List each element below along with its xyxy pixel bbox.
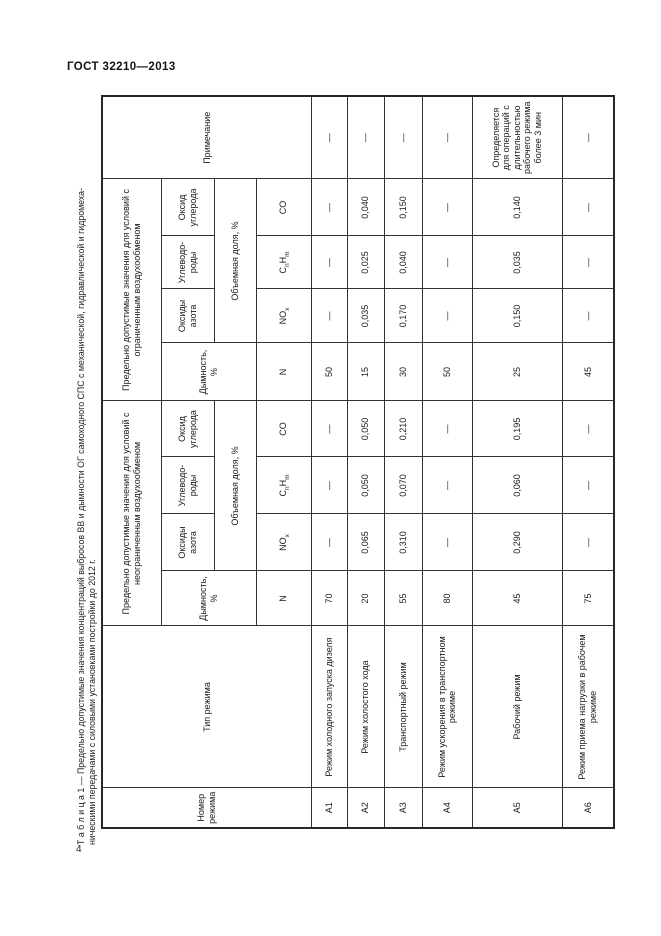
value-cell: —	[311, 289, 347, 343]
value-cell: —	[562, 289, 614, 343]
symbol-text: C	[278, 490, 289, 497]
value-cell: —	[562, 457, 614, 514]
header-volume-restricted: Объемная доля, %	[214, 179, 256, 343]
value-cell: —	[311, 236, 347, 289]
header-hc-unrestricted: Углеводо-роды	[161, 457, 214, 514]
header-co-restricted: Оксид углерода	[161, 179, 214, 236]
rotated-table-block	[76, 95, 616, 845]
value-cell: 0,065	[347, 514, 384, 571]
mode-number-cell: А3	[384, 788, 422, 828]
symbol-text: NO	[278, 310, 289, 325]
mode-type-cell: Режим приема нагрузки в рабочем режиме	[562, 626, 614, 788]
header-nox-unrestricted: Оксиды азота	[161, 514, 214, 571]
symbol-smoke-restricted	[256, 343, 311, 401]
symbol-subscript: m	[284, 251, 292, 257]
mode-type-cell: Режим холостого хода	[347, 626, 384, 788]
value-cell: —	[311, 179, 347, 236]
table-row	[472, 96, 562, 828]
value-cell: —	[562, 179, 614, 236]
table-row	[347, 96, 384, 828]
symbol-subscript: n	[284, 263, 292, 268]
value-cell: 15	[347, 343, 384, 401]
symbol-smoke-unrestricted	[256, 571, 311, 626]
value-cell: —	[562, 514, 614, 571]
value-cell: 0,050	[347, 457, 384, 514]
note-cell: —	[422, 96, 472, 179]
note-cell: Определяется для операций с длительностью рабочего режима более 3 мин	[472, 96, 562, 179]
symbol-subscript: x	[284, 307, 292, 311]
value-cell: 45	[472, 571, 562, 626]
value-cell: 0,060	[472, 457, 562, 514]
value-cell: 0,170	[384, 289, 422, 343]
value-cell: —	[562, 236, 614, 289]
mode-number-cell: А2	[347, 788, 384, 828]
symbol-text: H	[278, 256, 289, 264]
mode-type-cell: Транспортный режим	[384, 626, 422, 788]
value-cell: 75	[562, 571, 614, 626]
value-cell: —	[311, 514, 347, 571]
value-cell: —	[422, 289, 472, 343]
header-note: Примечание	[102, 96, 311, 179]
table-row	[384, 96, 422, 828]
value-cell: 0,025	[347, 236, 384, 289]
value-cell: 0,035	[472, 236, 562, 289]
document-number: ГОСТ 32210—2013	[67, 61, 176, 73]
table-title-line1: Т а б л и ц а 1 — Предельно допустимые значения концентраций выбросов ВВ и дымности ОГ самоходного СПС с механической, гидравлической и гидромеха-	[76, 188, 86, 845]
value-cell: 55	[384, 571, 422, 626]
value-cell: —	[422, 514, 472, 571]
value-cell: 0,210	[384, 401, 422, 457]
header-group-unrestricted: Предельно допустимые значения для условий с неограниченным воздухообменом	[102, 401, 161, 626]
table-row	[562, 96, 614, 828]
mode-number-cell: А1	[311, 788, 347, 828]
value-cell: 45	[562, 343, 614, 401]
value-cell: —	[311, 457, 347, 514]
value-cell: —	[311, 401, 347, 457]
symbol-co-restricted	[256, 179, 311, 236]
symbol-text: C	[278, 267, 289, 274]
value-cell: 20	[347, 571, 384, 626]
header-smoke-unrestricted: Дымность, %	[161, 571, 256, 626]
note-cell: —	[562, 96, 614, 179]
header-nox-restricted: Оксиды азота	[161, 289, 214, 343]
value-cell: —	[562, 401, 614, 457]
symbol-cnhm-restricted	[256, 236, 311, 289]
value-cell: 0,040	[384, 236, 422, 289]
symbol-co-unrestricted	[256, 401, 311, 457]
value-cell: 50	[311, 343, 347, 401]
value-cell: —	[422, 179, 472, 236]
symbol-subscript: m	[284, 474, 292, 480]
value-cell: 0,150	[472, 289, 562, 343]
page-number: 4	[76, 844, 82, 855]
emissions-table	[101, 95, 615, 829]
value-cell: —	[422, 401, 472, 457]
symbol-subscript: x	[284, 534, 292, 538]
symbol-text: CO	[278, 200, 289, 215]
symbol-text: CO	[278, 422, 289, 436]
value-cell: 25	[472, 343, 562, 401]
value-cell: —	[422, 457, 472, 514]
header-volume-unrestricted: Объемная доля, %	[214, 401, 256, 571]
symbol-nox-unrestricted	[256, 514, 311, 571]
value-cell: 0,070	[384, 457, 422, 514]
symbol-nox-restricted	[256, 289, 311, 343]
header-group-restricted: Предельно допустимые значения для условий с ограниченным воздухообменом	[102, 179, 161, 401]
value-cell: 0,140	[472, 179, 562, 236]
table-title	[76, 95, 98, 845]
note-cell: —	[311, 96, 347, 179]
mode-type-cell: Рабочий режим	[472, 626, 562, 788]
table-row	[311, 96, 347, 828]
symbol-text: N	[278, 368, 289, 376]
mode-type-cell: Режим холодного запуска дизеля	[311, 626, 347, 788]
value-cell: 0,040	[347, 179, 384, 236]
mode-number-cell: А5	[472, 788, 562, 828]
mode-number-cell: А6	[562, 788, 614, 828]
value-cell: 0,035	[347, 289, 384, 343]
symbol-text: NO	[278, 537, 289, 551]
table-title-line2: ническими передачами с силовыми установками постройки до 2012 г.	[87, 559, 97, 845]
header-hc-restricted: Углеводо-роды	[161, 236, 214, 289]
note-cell: —	[384, 96, 422, 179]
note-cell: —	[347, 96, 384, 179]
value-cell: 30	[384, 343, 422, 401]
header-mode-type: Тип режима	[102, 626, 311, 788]
value-cell: 0,310	[384, 514, 422, 571]
value-cell: 70	[311, 571, 347, 626]
symbol-text: N	[278, 595, 289, 602]
value-cell: 0,050	[347, 401, 384, 457]
symbol-cnhm-unrestricted	[256, 457, 311, 514]
value-cell: 80	[422, 571, 472, 626]
mode-type-cell: Режим ускорения в транспортном режиме	[422, 626, 472, 788]
header-row-groups	[102, 96, 161, 828]
header-smoke-restricted: Дымность, %	[161, 343, 256, 401]
value-cell: 50	[422, 343, 472, 401]
value-cell: 0,150	[384, 179, 422, 236]
value-cell: —	[422, 236, 472, 289]
header-mode-number: Номер режима	[102, 788, 311, 828]
symbol-subscript: n	[284, 486, 292, 491]
symbol-text: H	[278, 479, 289, 487]
mode-number-cell: А4	[422, 788, 472, 828]
value-cell: 0,290	[472, 514, 562, 571]
header-co-unrestricted: Оксид углерода	[161, 401, 214, 457]
table-row	[422, 96, 472, 828]
value-cell: 0,195	[472, 401, 562, 457]
